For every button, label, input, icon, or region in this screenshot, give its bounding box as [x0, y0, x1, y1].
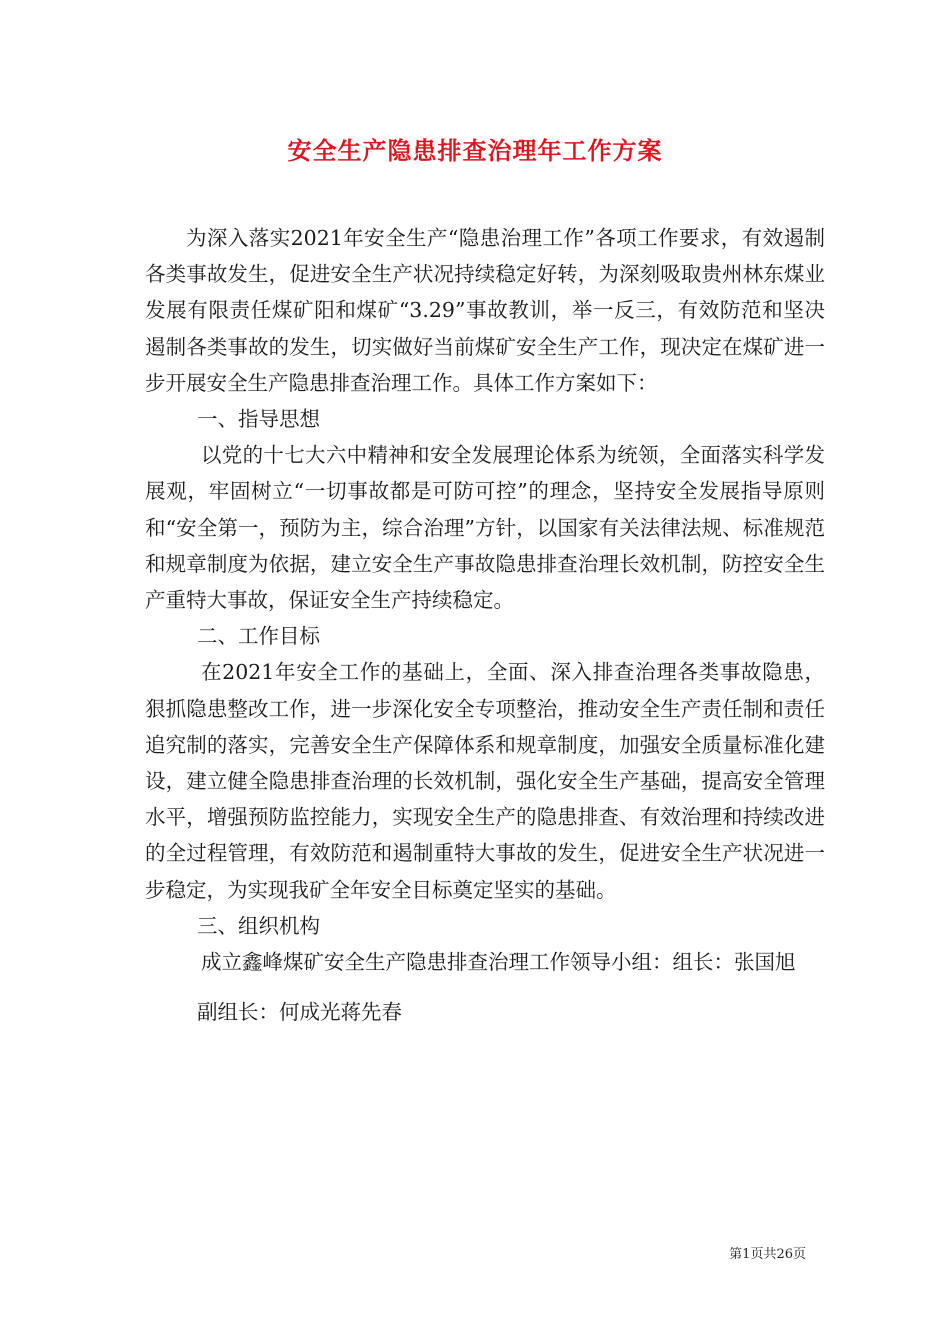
document-body: [145, 220, 825, 1030]
section-heading-work-goals: 二、工作目标: [197, 624, 320, 649]
deputy-leader-line: 副组长：何成光蒋先春: [197, 1000, 402, 1025]
section-text-organization: 成立鑫峰煤矿安全生产隐患排查治理工作领导小组：组长：张国旭: [201, 950, 796, 975]
section-text-work-goals: 在2021年安全工作的基础上，全面、深入排查治理各类事故隐患，狠抓隐患整改工作，进一步深化安全专项整治，推动安全生产责任制和责任追究制的落实，完善安全生产保障体系和规章制度，加强安全质量标准化建设，建立健全隐患排查治理的长效机制，强化安全生产基础，提高安全管理水平，增强预防监控能力，实现安全生产的隐患排查、有效治理和持续改进的全过程管理，有效防范和遏制重特大事故的发生，促进安全生产状况进一步稳定，为实现我矿全年安全目标奠定坚实的基础。: [145, 660, 825, 902]
section-text-guiding-ideology: 以党的十七大六中精神和安全发展理论体系为统领，全面落实科学发展观，牢固树立“一切事故都是可防可控”的理念，坚持安全发展指导原则和“安全第一，预防为主，综合治理”方针，以国家有关法律法规、标准规范和规章制度为依据，建立安全生产事故隐患排查治理长效机制，防控安全生产重特大事故，保证安全生产持续稳定。: [145, 443, 825, 613]
section-heading-guiding-ideology: 一、指导思想: [197, 407, 320, 432]
document-title: 安全生产隐患排查治理年工作方案: [287, 136, 663, 165]
page-number: 第1页共26页: [729, 1247, 806, 1262]
section-heading-organization: 三、组织机构: [197, 913, 320, 938]
spacer: [145, 980, 825, 994]
intro-paragraph: 为深入落实2021年安全生产“隐患治理工作”各项工作要求，有效遏制各类事故发生，促进安全生产状况持续稳定好转，为深刻吸取贵州林东煤业发展有限责任煤矿阳和煤矿“3.29”事故教训，举一反三，有效防范和坚决遏制各类事故的发生，切实做好当前煤矿安全生产工作，现决定在煤矿进一步开展安全生产隐患排查治理工作。具体工作方案如下：: [145, 226, 825, 395]
